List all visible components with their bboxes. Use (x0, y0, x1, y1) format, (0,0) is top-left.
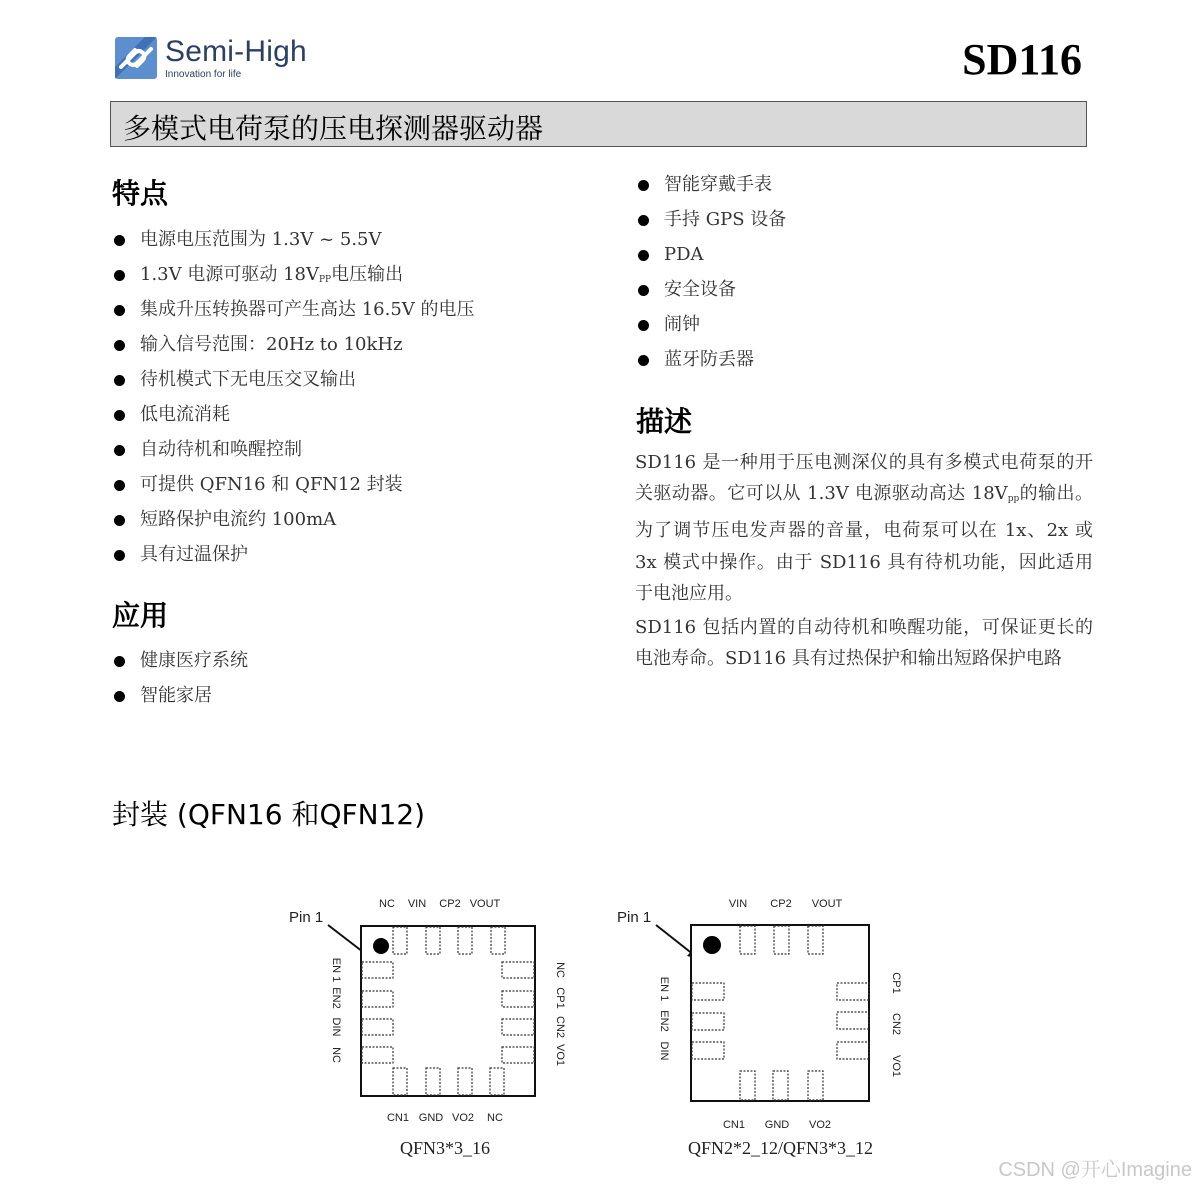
pin-label: NC (487, 1112, 503, 1124)
pin-label: CN1 (386, 1112, 410, 1124)
pin1-label: Pin 1 (617, 909, 652, 926)
company-logo (115, 37, 307, 80)
feature-item: 1.3V 电源可驱动 $18V_{PP}$电压输出 (112, 261, 475, 296)
description-paragraph: SD116 是一种用于压电测深仪的具有多模式电荷泵的开关驱动器。它可以从 1.3V 电源驱动高达 $18V_{pp}$的输出。为了调节压电发声器的音量，电荷泵可以在 1x、2x 或 3x 模式中操作。由于 SD116 具有待机功能，因此适用于电池应用。 (635, 452, 1093, 604)
qfn12-caption: QFN2*2_12/QFN3*3_12 (688, 1138, 874, 1158)
applications-list-left (112, 647, 248, 717)
feature-item: 短路保护电流约 100mA (112, 506, 475, 541)
package-heading: 封装 (QFN16 和QFN12) (112, 798, 426, 831)
application-item: PDA (636, 241, 786, 276)
pin-label: NC (330, 1047, 342, 1063)
description-paragraph: SD116 包括内置的自动待机和唤醒功能，可保证更长的电池寿命。SD116 具有过热保护和输出短路保护电路 (635, 617, 1093, 670)
watermark: CSDN @开心Imagine (998, 1159, 1192, 1181)
pin-label: DIN (330, 1017, 342, 1037)
pin-label: CN2 (890, 1012, 902, 1036)
part-number: SD116 (962, 35, 1082, 84)
application-item: 闹钟 (636, 311, 786, 346)
application-item: 智能家居 (112, 682, 248, 717)
application-item: 手持 GPS 设备 (636, 206, 786, 241)
pin-label: VO2 (808, 1119, 832, 1131)
pin-label: GND (764, 1119, 790, 1131)
pin-label: VIN (407, 898, 427, 910)
pin-label: EN2 (658, 1010, 670, 1032)
pin-label: NC (554, 962, 566, 978)
feature-item: 待机模式下无电压交叉输出 (112, 366, 475, 401)
pin-label: VOUT (811, 898, 843, 910)
pin-label: DIN (658, 1041, 670, 1061)
applications-list-right (636, 171, 786, 381)
pin-label: VOUT (469, 898, 501, 910)
pin-label: EN2 (330, 987, 342, 1009)
application-item: 蓝牙防丢器 (636, 346, 786, 381)
description-heading: 描述 (636, 405, 693, 438)
document-title: 多模式电荷泵的压电探测器驱动器 (123, 112, 544, 145)
pin-label: CP1 (890, 972, 902, 994)
application-item: 健康医疗系统 (112, 647, 248, 682)
pin-label: VIN (728, 898, 748, 910)
feature-item: 集成升压转换器可产生高达 16.5V 的电压 (112, 296, 475, 331)
pin-label: CP2 (770, 898, 792, 910)
feature-item: 电源电压范围为 1.3V ~ 5.5V (112, 226, 475, 261)
qfn12-pinout-diagram (600, 880, 920, 1140)
logo-tagline: Innovation for life (165, 69, 242, 80)
pin-label: VO1 (554, 1043, 566, 1067)
pin-label: CN1 (722, 1119, 746, 1131)
description-body (635, 447, 1093, 677)
pin-label: GND (418, 1112, 444, 1124)
pin-label: NC (379, 898, 395, 910)
feature-item: 具有过温保护 (112, 541, 475, 576)
application-item: 智能穿戴手表 (636, 171, 786, 206)
pin1-label: Pin 1 (289, 909, 324, 926)
applications-heading: 应用 (112, 599, 169, 632)
pin-label: CP2 (439, 898, 461, 910)
application-item: 安全设备 (636, 276, 786, 311)
features-list (112, 226, 475, 576)
logo-name: Semi-High (165, 35, 307, 68)
semi-high-logo-icon (115, 37, 157, 79)
document-title-bar (110, 101, 1087, 147)
feature-item: 可提供 QFN16 和 QFN12 封装 (112, 471, 475, 506)
pin-label: VO2 (451, 1112, 475, 1124)
pin-label: EN 1 (330, 957, 342, 983)
feature-item: 低电流消耗 (112, 401, 475, 436)
pin-label: CN2 (554, 1015, 566, 1039)
qfn16-pinout-diagram (280, 880, 580, 1140)
pin-label: VO1 (890, 1054, 902, 1078)
feature-item: 自动待机和唤醒控制 (112, 436, 475, 471)
pin-label: EN 1 (658, 976, 670, 1002)
qfn16-caption: QFN3*3_16 (400, 1138, 491, 1158)
pin-label: CP1 (554, 987, 566, 1009)
features-heading: 特点 (112, 177, 169, 210)
feature-item: 输入信号范围：20Hz to 10kHz (112, 331, 475, 366)
